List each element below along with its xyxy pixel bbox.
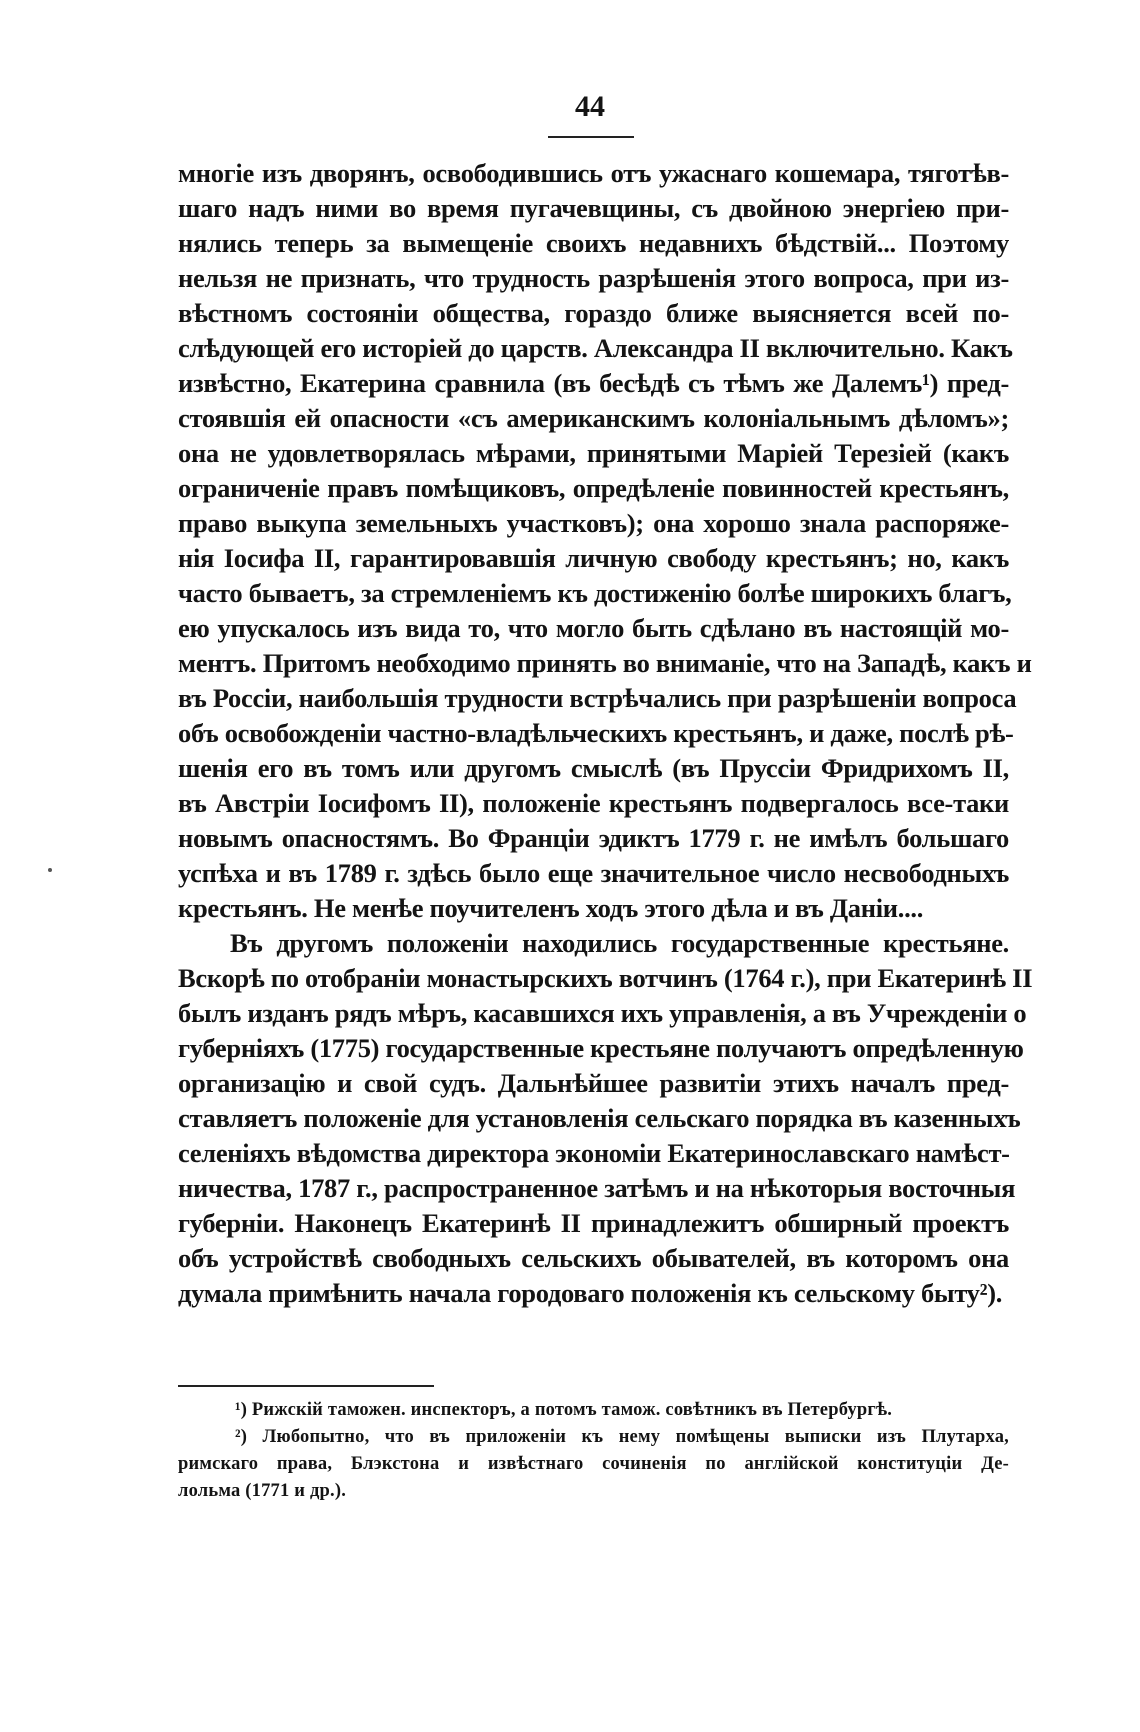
text-line: вѣстномъ состояніи общества, гораздо ближе выясняется всей по-: [178, 298, 1009, 328]
text-line: ментъ. Притомъ необходимо принять во вниманіе, что на Западѣ, какъ и: [178, 648, 1032, 678]
text-line: губерніяхъ (1775) государственные крестьяне получаютъ опредѣленную: [178, 1033, 1024, 1063]
text-line: Вскорѣ по отобраніи монастырскихъ вотчинъ (1764 г.), при Екатеринѣ II: [178, 963, 1033, 993]
text-line: нія Іосифа II, гарантировавшія личную свободу крестьянъ; но, какъ: [178, 543, 1009, 573]
text-line: организацію и свой судъ. Дальнѣйшее развитіи этихъ началъ пред-: [178, 1068, 1009, 1098]
footnote-2-continuation: римскаго права, Блэкстона и извѣстнаго сочиненія по англійской конституціи Де-: [178, 1454, 1009, 1474]
text-line: въ Россіи, наибольшія трудности встрѣчались при разрѣшеніи вопроса: [178, 683, 1017, 713]
text-line: крестьянъ. Не менѣе поучителенъ ходъ этого дѣла и въ Даніи....: [178, 893, 924, 923]
text-line: стоявшія ей опасности «съ американскимъ колоніальнымъ дѣломъ»;: [178, 403, 1009, 433]
text-line: новымъ опасностямъ. Во Франціи эдиктъ 1779 г. не имѣлъ большаго: [178, 823, 1009, 853]
text-line: былъ изданъ рядъ мѣръ, касавшихся ихъ управленія, а въ Учрежденіи о: [178, 998, 1027, 1028]
text-line: часто бываетъ, за стремленіемъ къ достиженію болѣе широкихъ благъ,: [178, 578, 1012, 608]
paragraph-start-line: Въ другомъ положеніи находились государственные крестьяне.: [230, 928, 1009, 958]
page-number-rule: [548, 136, 634, 138]
page-number: 44: [575, 90, 605, 123]
body-text: [178, 156, 1033, 1311]
footnote-2: ²) Любопытно, что въ приложеніи къ нему помѣщены выписки изъ Плутарха,: [235, 1427, 1009, 1447]
footnote-2-continuation: лольма (1771 и др.).: [178, 1481, 347, 1501]
text-line: нельзя не признать, что трудность разрѣшенія этого вопроса, при из-: [178, 263, 1009, 293]
text-line: губерніи. Наконецъ Екатеринѣ II принадлежитъ обширный проектъ: [178, 1208, 1009, 1238]
text-line: она не удовлетворялась мѣрами, принятыми Маріей Терезіей (какъ: [178, 438, 1009, 468]
footnote-1: ¹) Рижскій таможен. инспекторъ, а потомъ тамож. совѣтникъ въ Петербургѣ.: [235, 1400, 893, 1420]
text-line: успѣха и въ 1789 г. здѣсь было еще значительное число несвободныхъ: [178, 858, 1009, 888]
text-line: извѣстно, Екатерина сравнила (въ бесѣдѣ съ тѣмъ же Далемъ¹) пред-: [178, 368, 1009, 398]
text-line: право выкупа земельныхъ участковъ); она хорошо знала распоряже-: [178, 508, 1009, 538]
margin-mark: [48, 868, 52, 872]
text-line: объ устройствѣ свободныхъ сельскихъ обывателей, въ которомъ она: [178, 1243, 1009, 1273]
text-line: селеніяхъ вѣдомства директора экономіи Екатеринославскаго намѣст-: [178, 1138, 1010, 1168]
text-line: ничества, 1787 г., распространенное затѣмъ и на нѣкоторыя восточныя: [178, 1173, 1016, 1203]
footnote-rule: [178, 1385, 434, 1387]
text-line: слѣдующей его исторіей до царств. Александра II включительно. Какъ: [178, 333, 1013, 363]
text-line: въ Австріи Іосифомъ II), положеніе крестьянъ подвергалось все-таки: [178, 788, 1009, 818]
text-line: ставляетъ положеніе для установленія сельскаго порядка въ казенныхъ: [178, 1103, 1021, 1133]
text-line: ею упускалось изъ вида то, что могло быть сдѣлано въ настоящій мо-: [178, 613, 1009, 643]
text-line: ограниченіе правъ помѣщиковъ, опредѣленіе повинностей крестьянъ,: [178, 473, 1009, 503]
text-line: объ освобожденіи частно-владѣльческихъ крестьянъ, и даже, послѣ рѣ-: [178, 718, 1014, 748]
footnotes: [178, 1397, 1009, 1505]
text-line: многіе изъ дворянъ, освободившись отъ ужаснаго кошемара, тяготѣв-: [178, 158, 1009, 188]
text-line: думала примѣнить начала городоваго положенія къ сельскому быту²).: [178, 1278, 1003, 1308]
text-line: шаго надъ ними во время пугачевщины, съ двойною энергіею при-: [178, 193, 1009, 223]
text-line: шенія его въ томъ или другомъ смыслѣ (въ Пруссіи Фридрихомъ II,: [178, 753, 1009, 783]
text-line: нялись теперь за вымещеніе своихъ недавнихъ бѣдствій... Поэтому: [178, 228, 1009, 258]
